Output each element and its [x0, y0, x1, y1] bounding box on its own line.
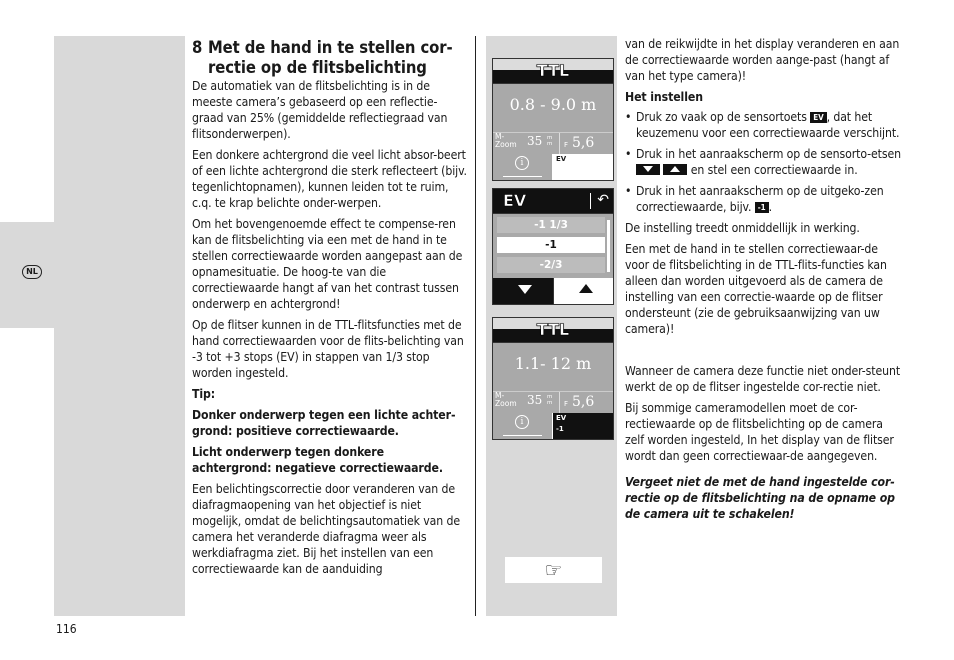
- zoom-value: 35: [527, 134, 543, 148]
- tip-dark-subject: Donker onderwerp tegen een lichte achter-grond: positieve correctiewaarde.: [192, 408, 456, 438]
- arrow-up-icon: [579, 284, 593, 293]
- zoom-aperture-row: [493, 391, 613, 413]
- ev-key-icon: EV: [810, 112, 826, 123]
- paragraph: Om het bovengenoemde effect te compense-ren kan de flitsbelichting via een met de hand in te stellen correctiewaarde worden aangepast aan de opnamesituatie. De hoog-te van die correctiewaarde hangt af van het contrast tussen onderwerp en achtergrond!: [192, 217, 463, 311]
- screen-bottom-row: [493, 154, 613, 180]
- ev-option-selected[interactable]: -1: [497, 237, 605, 253]
- left-margin-panel: [54, 36, 185, 616]
- ev-value-list: [493, 214, 613, 278]
- chapter-number: 8: [192, 38, 203, 57]
- bullet-text: .: [768, 200, 772, 214]
- paragraph: van de reikwijdte in het display veranderen en aan de correctiewaarde worden aange-past (hangt af van het type camera)!: [625, 37, 900, 83]
- tip-light-subject: Licht onderwerp tegen donkere achtergrond: negatieve correctiewaarde.: [192, 445, 443, 475]
- minus-one-key-icon: -1: [755, 202, 769, 213]
- zoom-cell: [493, 133, 559, 154]
- aperture-label: F: [564, 400, 569, 408]
- paragraph: Een belichtingscorrectie door veranderen van de diafragmaopening van het objectief is niet mogelijk, omdat de belichtingsautomatiek van de camera het veranderde diafragma weer als werkdiafragma ziet. Bij het instellen van een correctiewaarde kan de aanduiding: [192, 482, 460, 576]
- ev-mode-label: EV: [503, 191, 527, 210]
- pointing-hand-icon: ☞: [505, 557, 602, 583]
- aperture-value: 5,6: [572, 394, 595, 410]
- bullet-item: • Druk zo vaak op de sensortoets EV , dat het keuzemenu voor een correctiewaarde verschijnt.: [625, 110, 900, 140]
- bullet-item: • Druk in het aanraakscherm op de sensorto-etsen en stel een correctiewaarde in.: [625, 147, 901, 177]
- range-value: 0.8 - 9.0 m: [509, 95, 597, 114]
- paragraph: De automatiek van de flitsbelichting is in de meeste camera’s gebaseerd op een reflectie-graad van 25% (gemiddelde reflectiegraad van flitsonderwerpen).: [192, 79, 448, 141]
- scrollbar[interactable]: [607, 220, 610, 272]
- column-divider: [475, 36, 476, 616]
- ev-option[interactable]: -2/3: [497, 257, 605, 273]
- ev-value: -1: [556, 425, 564, 433]
- mode-label: TTL: [536, 320, 570, 339]
- chapter-title-text: Met de hand in te stellen cor-rectie op de flitsbelichting: [208, 38, 453, 77]
- aperture-cell: [559, 133, 613, 154]
- left-column: [192, 38, 467, 582]
- ev-button[interactable]: [553, 413, 613, 439]
- language-badge: NL: [22, 265, 42, 279]
- page-number: 116: [56, 622, 77, 636]
- display-screen-ev: [492, 188, 614, 305]
- display-screen-ttl-1: [492, 58, 614, 181]
- paragraph: Op de flitser kunnen in de TTL-flitsfuncties met de hand correctiewaarden voor de flits-belichting van -3 tot +3 stops (EV) in stappen van 1/3 stop worden ingesteld.: [192, 318, 464, 380]
- bullet-text: Druk in het aanraakscherm op de sensorto-etsen: [636, 147, 901, 161]
- ev-label: EV: [556, 414, 567, 422]
- info-button[interactable]: [493, 413, 553, 439]
- screen-bottom-row: [493, 413, 613, 439]
- bullet-text: Druk in het aanraakscherm op de uitgeko-zen correctiewaarde, bijv.: [636, 184, 884, 214]
- mode-label: TTL: [536, 61, 570, 80]
- undo-icon[interactable]: ↶: [597, 192, 609, 208]
- bullet-text: Druk zo vaak op de sensortoets: [636, 110, 807, 124]
- ev-title-bar: [493, 189, 613, 214]
- aperture-cell: [559, 392, 613, 413]
- ev-step-buttons: [493, 278, 613, 304]
- step-down-button[interactable]: [493, 278, 553, 304]
- screen-title-bar: [493, 318, 613, 343]
- paragraph: Een donkere achtergrond die veel licht absor-beert of een lichte achtergrond die sterk reflecteert (bijv. tegenlichtopnamen), kunnen leiden tot te ruim, c.q. te krap belichte onder-werpen.: [192, 148, 467, 210]
- ev-label: EV: [556, 155, 567, 163]
- step-up-button[interactable]: [553, 278, 614, 304]
- ev-button[interactable]: [553, 154, 613, 180]
- zoom-unit: m m: [547, 135, 553, 147]
- tip-label: Tip:: [192, 387, 216, 401]
- chapter-title: [192, 38, 467, 78]
- arrow-up-key-icon: [663, 164, 687, 175]
- info-icon: i: [515, 415, 529, 429]
- info-icon: i: [515, 156, 529, 170]
- zoom-aperture-row: [493, 132, 613, 154]
- paragraph: Een met de hand in te stellen correctiewaar-de voor de flitsbelichting in de TTL-flits-functies kan alleen dan worden uitgevoerd als de camera de instelling van een correctie-waarde op de flitser ondersteunt (zie de gebruiksaanwijzing van uw camera)!: [625, 242, 887, 336]
- paragraph: Wanneer de camera deze functie niet onder-steunt werkt de op de flitser ingestelde cor-rectie niet.: [625, 364, 901, 394]
- zoom-label: M- Zoom: [495, 391, 517, 408]
- aperture-value: 5,6: [572, 135, 595, 151]
- paragraph: Bij sommige cameramodellen moet de cor-rectiewaarde op de flitsbelichting op de camera zelf worden ingesteld, In het display van de flitser wordt dan geen correctiewaar-de aangegeven.: [625, 401, 894, 463]
- screen-title-bar: [493, 59, 613, 84]
- display-screen-ttl-2: [492, 317, 614, 440]
- bullet-item: • Druk in het aanraakscherm op de uitgeko-zen correctiewaarde, bijv. -1 .: [625, 184, 884, 214]
- aperture-label: F: [564, 141, 569, 149]
- right-column: [625, 36, 905, 522]
- zoom-cell: [493, 392, 559, 413]
- warning-note: Vergeet niet de met de hand ingestelde cor-rectie op de flitsbelichting na de opname op de camera uit te schakelen!: [625, 475, 895, 521]
- bullet-text: en stel een correctiewaarde in.: [690, 163, 858, 177]
- range-readout: [493, 343, 613, 391]
- arrow-down-icon: [518, 285, 532, 294]
- zoom-unit: m m: [547, 394, 553, 406]
- section-heading: Het instellen: [625, 90, 703, 104]
- bullet-text: , dat het keuzemenu voor een correctiewaarde verschijnt.: [636, 110, 900, 140]
- arrow-down-key-icon: [636, 164, 660, 175]
- range-value: 1.1- 12 m: [514, 354, 592, 373]
- zoom-value: 35: [527, 393, 543, 407]
- info-button[interactable]: [493, 154, 553, 180]
- range-readout: [493, 84, 613, 132]
- paragraph: De instelling treedt onmiddellijk in werking.: [625, 221, 860, 235]
- zoom-label: M- Zoom: [495, 132, 517, 149]
- ev-option[interactable]: -1 1/3: [497, 217, 605, 233]
